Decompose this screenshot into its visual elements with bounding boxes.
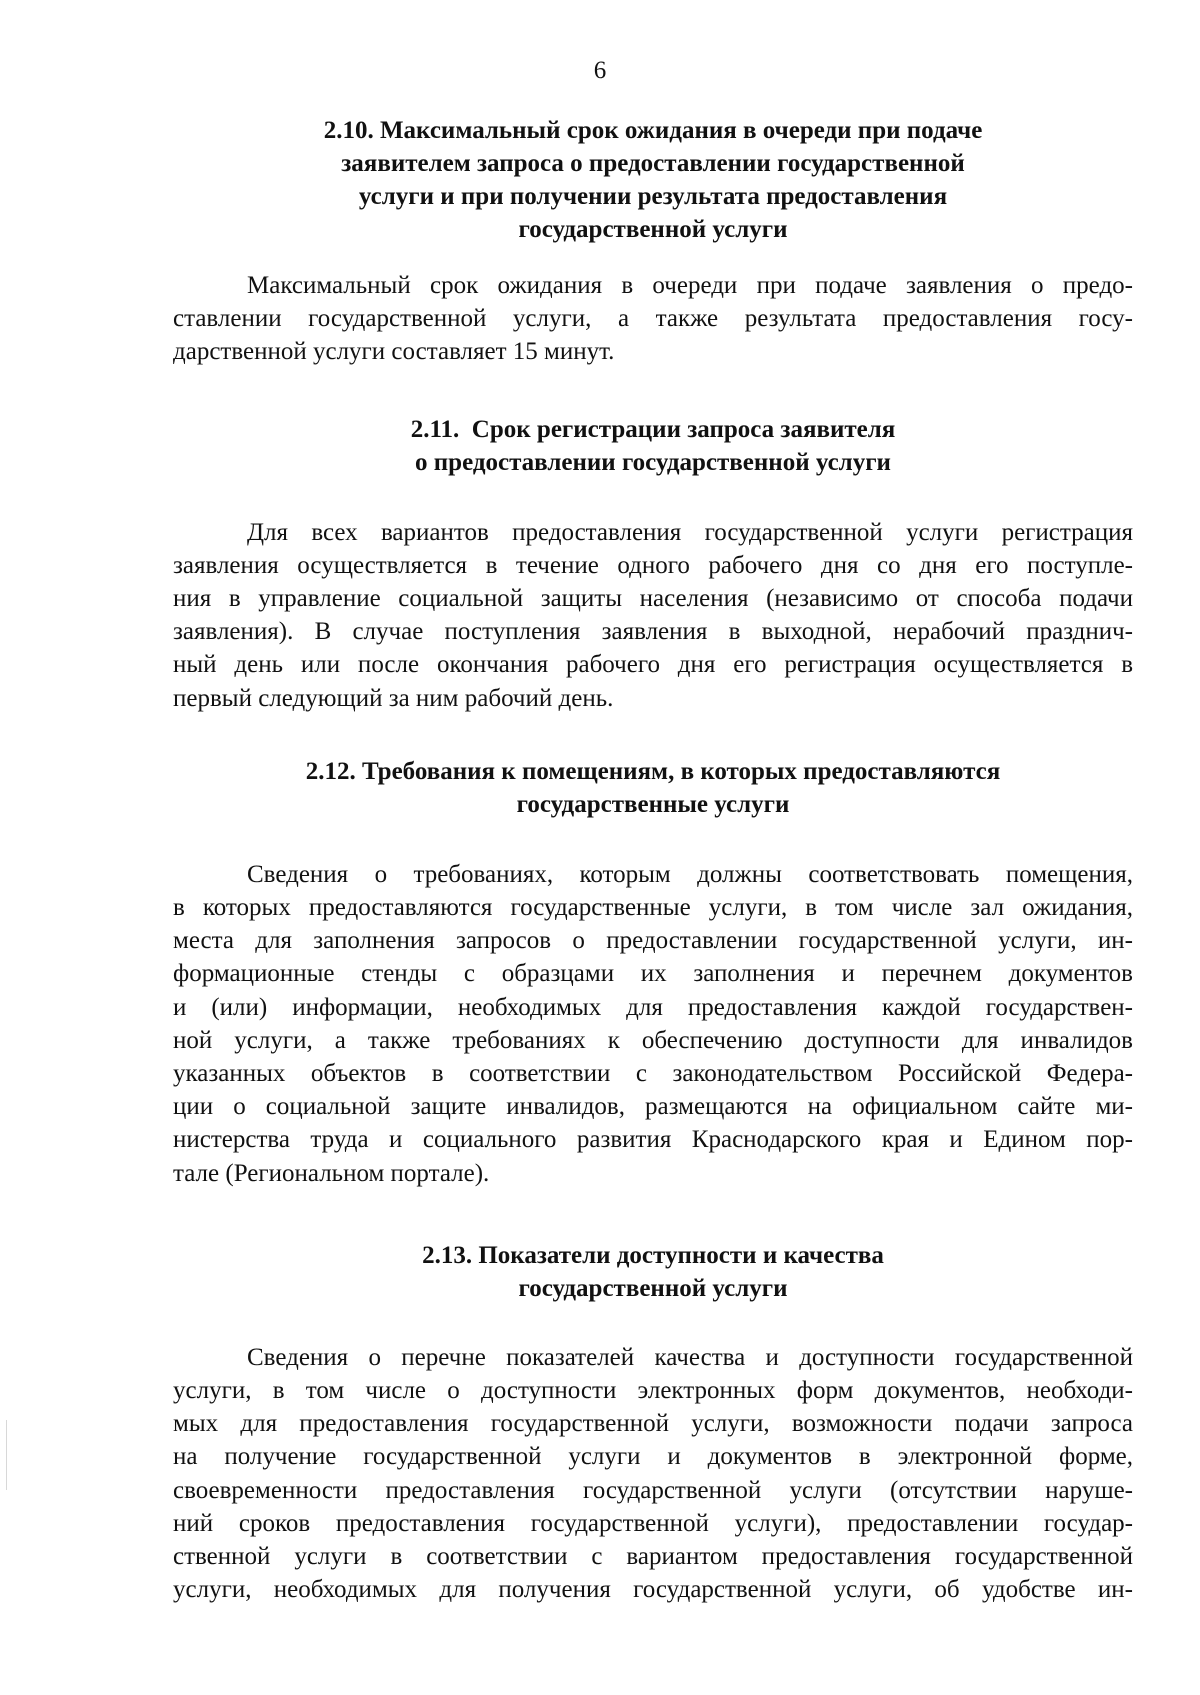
heading-line: 2.13. Показатели доступности и качества xyxy=(422,1241,884,1269)
heading-line: 2.10. Максимальный срок ожидания в очереди при подаче xyxy=(323,117,983,144)
paragraph-line: Сведения о требованиях, которым должны соответствовать помещения, xyxy=(247,860,1133,888)
paragraph-line: формационные стенды с образцами их заполнения и перечнем документов xyxy=(173,960,1133,988)
paragraph-line: Для всех вариантов предоставления государственной услуги регистрация xyxy=(247,518,1133,546)
scan-edge-mark xyxy=(6,1420,7,1490)
section-heading-2-12 xyxy=(173,755,1133,821)
heading-line: государственной услуги xyxy=(518,216,788,243)
paragraph-line: ставлении государственной услуги, а также результата предоставления госу- xyxy=(173,305,1133,333)
paragraph-line: места для заполнения запросов о предоставлении государственной услуги, ин- xyxy=(173,927,1133,955)
paragraph-line: тале (Региональном портале). xyxy=(173,1159,490,1187)
paragraph-line: в которых предоставляются государственные услуги, в том числе зал ожидания, xyxy=(173,894,1133,922)
paragraph-line: своевременности предоставления государственной услуги (отсутствии наруше- xyxy=(173,1476,1133,1504)
document-body xyxy=(173,114,1133,1606)
paragraph-line: мых для предоставления государственной услуги, возможности подачи запроса xyxy=(173,1410,1133,1438)
heading-line: услуги и при получении результата предоставления xyxy=(358,183,948,210)
paragraph-line: ственной услуги в соответствии с вариантом предоставления государственной xyxy=(173,1543,1133,1571)
section-paragraph-2-12 xyxy=(173,858,1133,1190)
section-paragraph-2-11 xyxy=(173,516,1133,715)
paragraph-line: ний сроков предоставления государственной услуги), предоставлении государ- xyxy=(173,1509,1133,1537)
paragraph-line: ной услуги, а также требованиях к обеспечению доступности для инвалидов xyxy=(173,1026,1133,1054)
heading-line: государственные услуги xyxy=(516,790,790,818)
paragraph-line: и (или) информации, необходимых для предоставления каждой государствен- xyxy=(173,993,1133,1021)
section-heading-2-11 xyxy=(173,413,1133,479)
section-paragraph-2-10 xyxy=(173,269,1133,369)
paragraph-line: услуги, в том числе о доступности электронных форм документов, необходи- xyxy=(173,1377,1133,1405)
paragraph-line: первый следующий за ним рабочий день. xyxy=(173,684,614,712)
paragraph-line: ния в управление социальной защиты населения (независимо от способа подачи xyxy=(173,585,1133,613)
heading-line: заявителем запроса о предоставлении государственной xyxy=(341,150,965,177)
paragraph-line: услуги, необходимых для получения государственной услуги, об удобстве ин- xyxy=(173,1576,1133,1604)
section-heading-2-10 xyxy=(173,114,1133,246)
page-number: 6 xyxy=(593,57,607,84)
paragraph-line: нистерства труда и социального развития Краснодарского края и Едином пор- xyxy=(173,1126,1133,1154)
paragraph-line: заявления). В случае поступления заявления в выходной, нерабочий празднич- xyxy=(173,618,1133,646)
paragraph-line: ный день или после окончания рабочего дня его регистрация осуществляется в xyxy=(173,651,1133,679)
paragraph-line: ции о социальной защите инвалидов, размещаются на официальном сайте ми- xyxy=(173,1093,1133,1121)
section-paragraph-2-13 xyxy=(173,1341,1133,1607)
paragraph-line: на получение государственной услуги и документов в электронной форме, xyxy=(173,1443,1133,1471)
heading-line: государственной услуги xyxy=(518,1274,788,1302)
paragraph-line: заявления осуществляется в течение одного рабочего дня со дня его поступле- xyxy=(173,551,1133,579)
paragraph-line: дарственной услуги составляет 15 минут. xyxy=(173,338,615,366)
heading-line: о предоставлении государственной услуги xyxy=(415,448,891,476)
paragraph-line: указанных объектов в соответствии с законодательством Российской Федера- xyxy=(173,1060,1133,1088)
heading-line: 2.12. Требования к помещениям, в которых предоставляются xyxy=(305,757,1001,785)
section-heading-2-13 xyxy=(173,1239,1133,1305)
paragraph-line: Сведения о перечне показателей качества и доступности государственной xyxy=(247,1343,1133,1371)
paragraph-line: Максимальный срок ожидания в очереди при подаче заявления о предо- xyxy=(247,272,1133,299)
heading-line: 2.11. Срок регистрации запроса заявителя xyxy=(410,415,896,443)
